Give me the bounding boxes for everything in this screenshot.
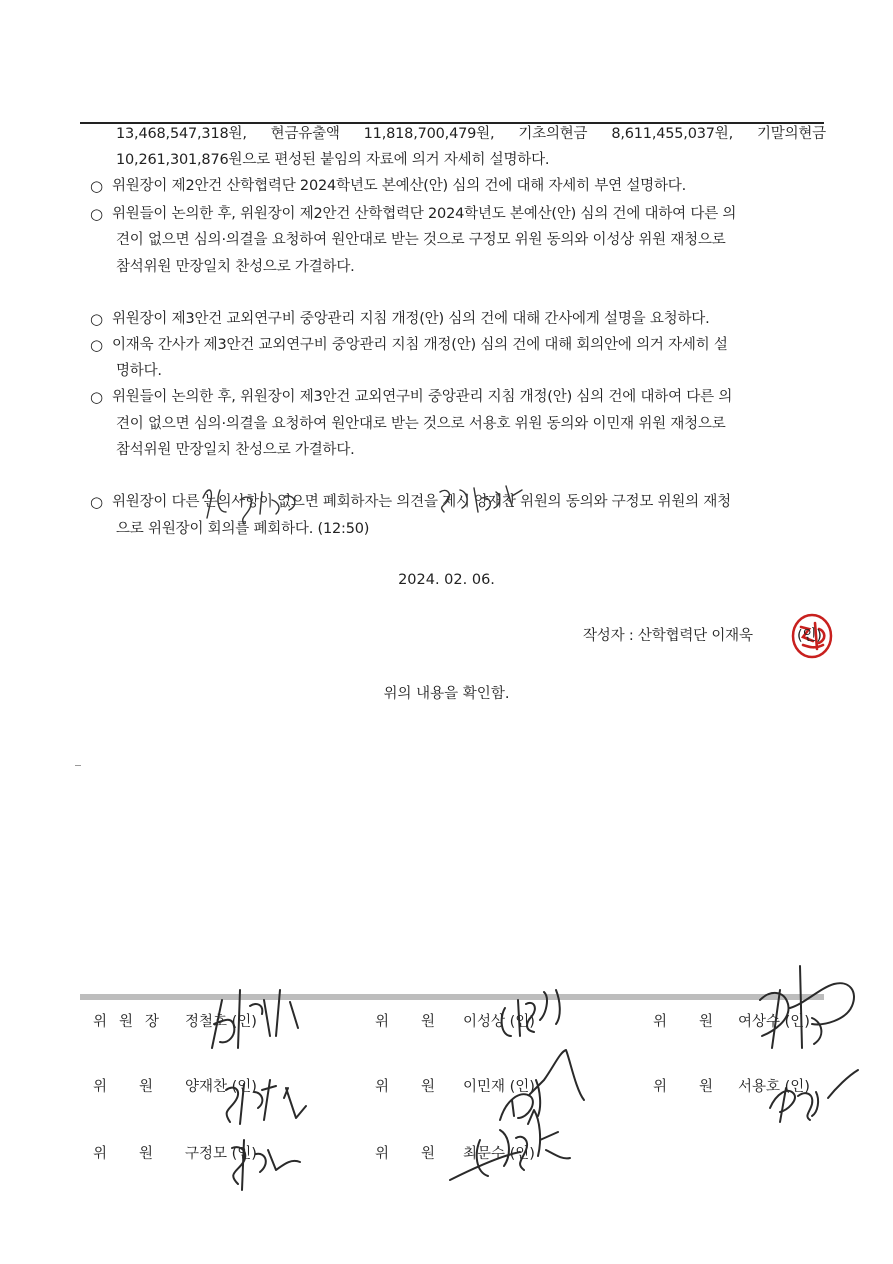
- item-line: 위원장이 제2안건 산학협력단 2024학년도 본예산(안) 심의 건에 대해 자세히 부연 설명하다.: [112, 178, 686, 194]
- item-line: 위원장이 다른 논의사항이 없으면 폐회하자는 의견을 제시 양재찬 위원의 동의와 구정모 위원의 재청: [112, 494, 731, 510]
- bullet-icon: ○: [90, 205, 104, 223]
- signature-name: 최문수 (인): [463, 1146, 535, 1162]
- author-line: 작성자 : 산학협력단 이재욱: [583, 628, 753, 644]
- item-line: 위원들이 논의한 후, 위원장이 제2안건 산학협력단 2024학년도 본예산(안) 심의 건에 대하여 다른 의: [112, 206, 737, 222]
- signature-name: 양재찬 (인): [185, 1079, 257, 1095]
- item-line: 참석위원 만장일치 찬성으로 가결하다.: [116, 259, 355, 275]
- cont-token: 13,468,547,318원,: [116, 126, 247, 142]
- signature-name: 정철호 (인): [185, 1014, 257, 1030]
- bullet-icon: ○: [90, 336, 104, 354]
- signature-role: 위 원: [375, 1146, 435, 1162]
- document-date: 2024. 02. 06.: [398, 572, 495, 588]
- item-line: 명하다.: [116, 363, 162, 379]
- signature-role: 위 원 장: [93, 1014, 159, 1030]
- bullet-icon: ○: [90, 177, 104, 195]
- signature-stroke-6: [770, 1070, 858, 1122]
- item-line: 참석위원 만장일치 찬성으로 가결하다.: [116, 442, 355, 458]
- signature-stroke-5: [500, 1050, 584, 1120]
- continuation-line-2: 10,261,301,876원으로 편성된 붙임의 자료에 의거 자세히 설명하다.: [116, 152, 550, 168]
- item-line: 위원장이 제3안건 교외연구비 중앙관리 지침 개정(안) 심의 건에 대해 간사에게 설명을 요청하다.: [112, 311, 710, 327]
- signature-name: 이성상 (인): [463, 1014, 535, 1030]
- signature-name: 서용호 (인): [738, 1079, 810, 1095]
- confirm-statement: 위의 내용을 확인함.: [383, 686, 510, 702]
- signature-role: 위 원: [375, 1014, 435, 1030]
- signature-role: 위 원: [653, 1079, 713, 1095]
- item-line: 견이 없으면 심의·의결을 요청하여 원안대로 받는 것으로 구정모 위원 동의와 이성상 위원 재청으로: [116, 232, 726, 248]
- bullet-icon: ○: [90, 388, 104, 406]
- signature-role: 위 원: [93, 1079, 153, 1095]
- signature-role: 위 원: [375, 1079, 435, 1095]
- cont-token: 11,818,700,479원,: [363, 126, 495, 142]
- signature-name: 이민재 (인): [463, 1079, 535, 1095]
- item-line: 위원들이 논의한 후, 위원장이 제3안건 교외연구비 중앙관리 지침 개정(안) 심의 건에 대하여 다른 의: [112, 389, 733, 405]
- signature-stroke-3: [760, 966, 854, 1048]
- cont-token: 현금유출액: [270, 126, 340, 142]
- bullet-icon: ○: [90, 493, 104, 511]
- author-seal-mark: (인): [797, 628, 822, 644]
- signature-role: 위 원: [653, 1014, 713, 1030]
- signature-stroke-8: [450, 1110, 570, 1180]
- signature-stroke-4: [226, 1080, 306, 1124]
- signature-name: 구정모 (인): [185, 1146, 257, 1162]
- signature-stroke-2: [502, 990, 560, 1036]
- item-line: 이재욱 간사가 제3안건 교외연구비 중앙관리 지침 개정(안) 심의 건에 대해 회의안에 의거 자세히 설: [112, 337, 728, 353]
- bullet-icon: ○: [90, 310, 104, 328]
- signature-stroke-7: [232, 1140, 300, 1190]
- signature-name: 여상수 (인): [738, 1014, 810, 1030]
- item-line: 으로 위원장이 회의를 폐회하다. (12:50): [116, 521, 370, 537]
- signature-stroke-1: [212, 990, 298, 1048]
- cont-token: 기초의현금: [518, 126, 588, 142]
- item-line: 견이 없으면 심의·의결을 요청하여 원안대로 받는 것으로 서용호 위원 동의와 이민재 위원 재청으로: [116, 416, 726, 432]
- signature-role: 위 원: [93, 1146, 153, 1162]
- cont-token: 8,611,455,037원,: [611, 126, 734, 142]
- cont-token: 기말의현금: [756, 126, 826, 142]
